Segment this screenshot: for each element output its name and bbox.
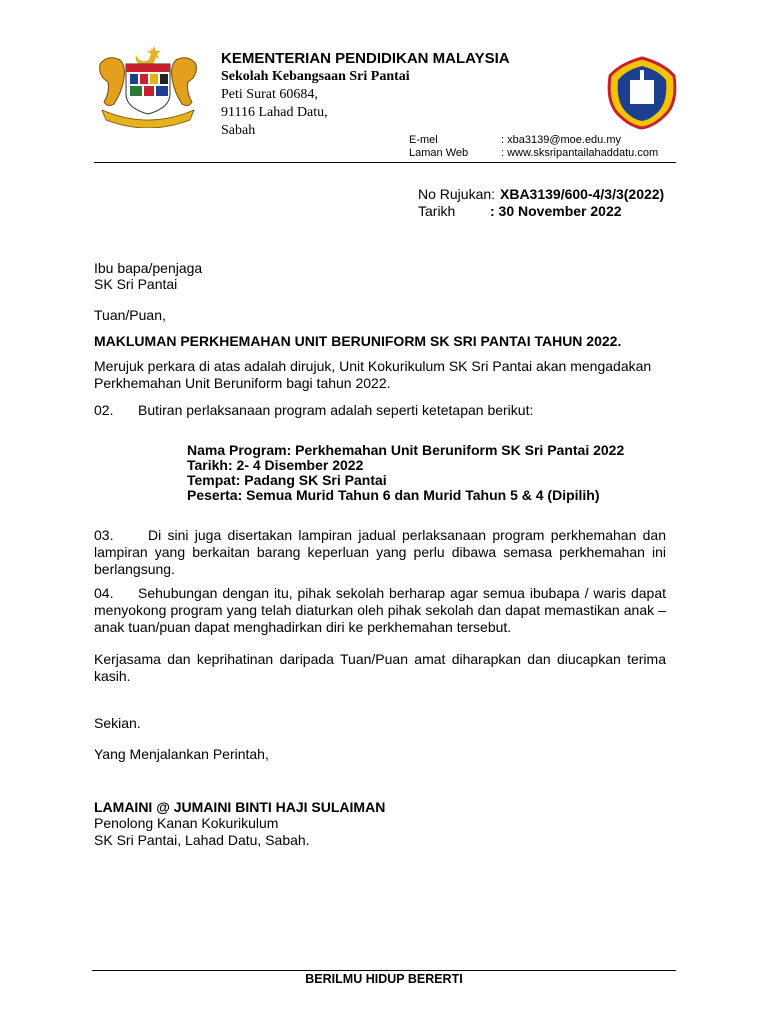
letter-date: : 30 November 2022 xyxy=(490,203,622,219)
recipient-line-2: SK Sri Pantai xyxy=(94,276,178,292)
signer-name: LAMAINI @ JUMAINI BINTI HAJI SULAIMAN xyxy=(94,799,386,815)
letter-subject: MAKLUMAN PERKHEMAHAN UNIT BERUNIFORM SK SRI PANTAI TAHUN 2022. xyxy=(94,333,622,349)
website-label: Laman Web xyxy=(409,147,469,159)
paragraph-3 xyxy=(94,527,666,578)
detail-program-name: Nama Program: Perkhemahan Unit Beruniform SK Sri Pantai 2022 xyxy=(187,442,625,458)
paragraph-4-number: 04. xyxy=(94,585,114,601)
recipient-line-1: Ibu bapa/penjaga xyxy=(94,260,203,276)
address-line-1: Peti Surat 60684, xyxy=(221,87,318,102)
detail-date: Tarikh: 2- 4 Disember 2022 xyxy=(187,457,364,473)
paragraph-2: Butiran perlaksanaan program adalah seperti ketetapan berikut: xyxy=(138,402,534,418)
paragraph-5: Kerjasama dan keprihatinan daripada Tuan/Puan amat diharapkan dan diucapkan terima kasih. xyxy=(94,651,666,684)
school-logo xyxy=(606,56,678,130)
paragraph-4 xyxy=(94,585,666,636)
closing-yang-menjalankan: Yang Menjalankan Perintah, xyxy=(94,746,269,762)
salutation: Tuan/Puan, xyxy=(94,307,166,323)
closing-sekian: Sekian. xyxy=(94,715,141,731)
email-value: : xba3139@moe.edu.my xyxy=(501,134,622,146)
detail-place: Tempat: Padang SK Sri Pantai xyxy=(187,472,387,488)
address-line-3: Sabah xyxy=(221,123,256,138)
paragraph-1: Merujuk perkara di atas adalah dirujuk, Unit Kokurikulum SK Sri Pantai akan mengadakan Perkhemahan Unit Beruniform bagi tahun 2022. xyxy=(94,358,652,391)
address-line-2: 91116 Lahad Datu, xyxy=(221,105,328,120)
detail-participants: Peserta: Semua Murid Tahun 6 dan Murid Tahun 5 & 4 (Dipilih) xyxy=(187,487,600,503)
reference-number: XBA3139/600-4/3/3(2022) xyxy=(500,186,665,202)
website-value: : www.sksripantailahaddatu.com xyxy=(501,147,659,159)
signer-title: Penolong Kanan Kokurikulum xyxy=(94,815,279,831)
email-label: E-mel xyxy=(409,134,438,146)
signer-organisation: SK Sri Pantai, Lahad Datu, Sabah. xyxy=(94,832,310,848)
paragraph-3-number: 03. xyxy=(94,527,114,543)
date-label: Tarikh xyxy=(418,203,456,219)
school-name: Sekolah Kebangsaan Sri Pantai xyxy=(221,69,410,84)
reference-label: No Rujukan: xyxy=(418,186,496,202)
ministry-name: KEMENTERIAN PENDIDIKAN MALAYSIA xyxy=(221,50,510,67)
paragraph-2-number: 02. xyxy=(94,402,114,418)
paragraph-3-text: Di sini juga disertakan lampiran jadual perlaksanaan program perkhemahan dan lampiran yang berkaitan barang keperluan yang perlu dibawa semasa perkhemahan ini berlangsung. xyxy=(94,527,666,577)
paragraph-4-text: Sehubungan dengan itu, pihak sekolah berharap agar semua ibubapa / waris dapat menyokong program yang telah diaturkan oleh pihak sekolah dan dapat memastikan anak – anak tuan/puan dapat menghadirkan diri ke perkhemahan tersebut. xyxy=(94,585,666,635)
footer-motto: BERILMU HIDUP BERERTI xyxy=(305,972,463,986)
malaysia-coat-of-arms xyxy=(92,42,204,128)
